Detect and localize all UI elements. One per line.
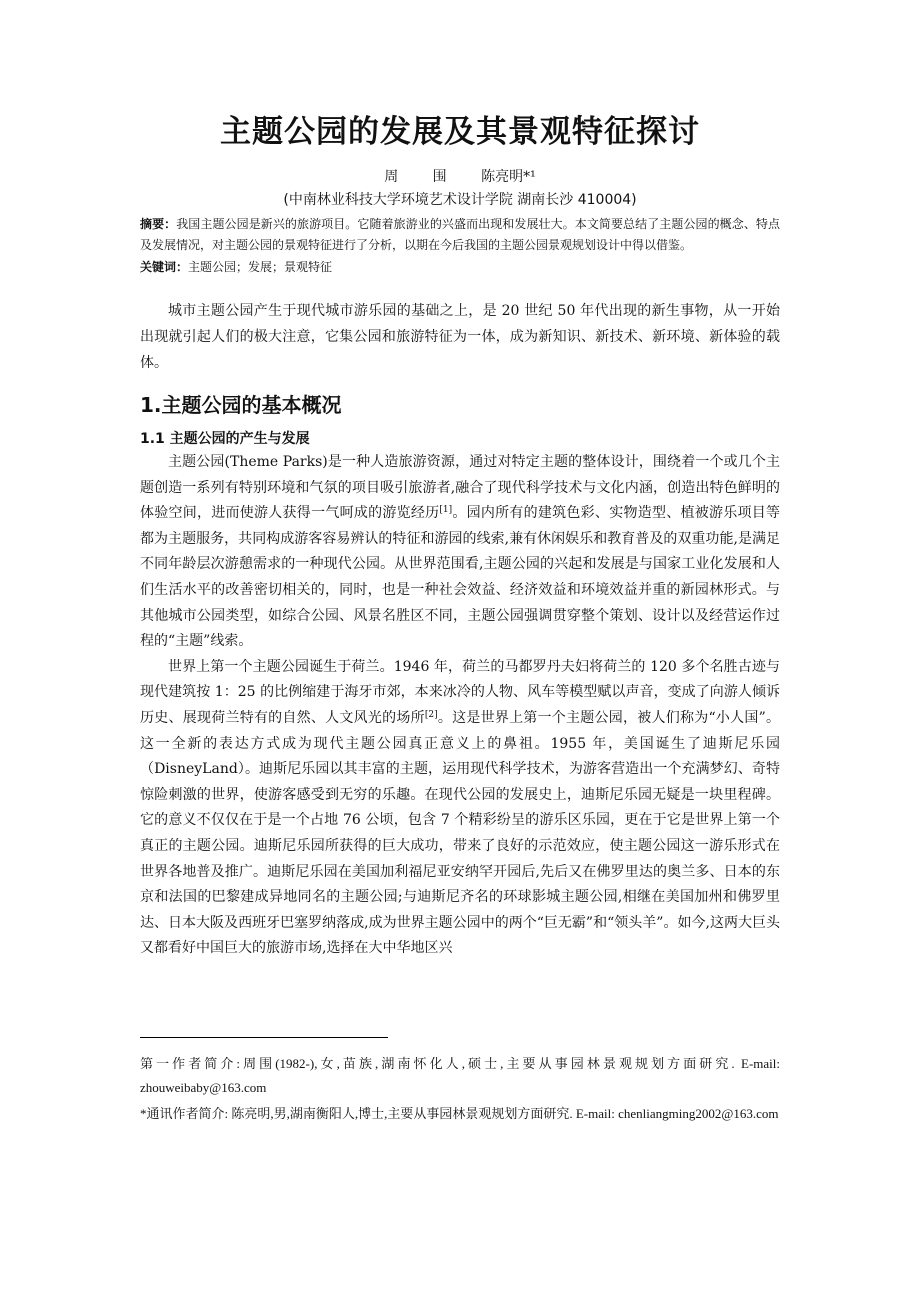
footnote-divider [140, 1037, 388, 1038]
citation-1: [1] [439, 505, 453, 516]
keywords [140, 257, 780, 278]
keywords-text: 主题公园；发展；景观特征 [188, 260, 333, 274]
footnote-first-author: 第一作者简介:周围(1982-),女,苗族,湖南怀化人,硕士,主要从事园林景观规划方面研究. E-mail: zhouweibaby@163.com [140, 1056, 780, 1095]
p2-text-b: 。这是世界上第一个主题公园，被人们称为“小人国”。这一全新的表达方式成为现代主题公园真正意义上的鼻祖。1955 年，美国诞生了迪斯尼乐园（DisneyLand）。迪斯尼乐园以其丰富的主题，运用现代科学技术，为游客营造出一个充满梦幻、奇特惊险刺激的世界，使游客感受到无穷的乐趣。在现代公园的发展史上，迪斯尼乐园无疑是一块里程碑。它的意义不仅仅在于是一个占地 76 公顷，包含 7 个精彩纷呈的游乐区乐园，更在于它是世界上第一个真正的主题公园。迪斯尼乐园所获得的巨大成功，带来了良好的示范效应，使主题公园这一游乐形式在世界各地普及推广。迪斯尼乐园在美国加利福尼亚安纳罕开园后,先后又在佛罗里达的奥兰多、日本的东京和法国的巴黎建成异地同名的主题公园;与迪斯尼齐名的环球影城主题公园,相继在美国加州和佛罗里达、日本大阪及西班牙巴塞罗纳落成,成为世界主题公园中的两个“巨无霸”和“领头羊”。如今,这两大巨头又都看好中国巨大的旅游市场,选择在大中华地区兴 [140, 709, 780, 957]
p1-text-b: 。园内所有的建筑色彩、实物造型、植被游乐项目等都为主题服务，共同构成游客容易辨认的特征和游园的线索,兼有休闲娱乐和教育普及的双重功能,是满足不同年龄层次游憩需求的一种现代公园。从世界范围看,主题公园的兴起和发展是与国家工业化发展和人们生活水平的改善密切相关的，同时，也是一种社会效益、经济效益和环境效益并重的新园林形式。与其他城市公园类型，如综合公园、风景名胜区不同，主题公园强调贯穿整个策划、设计以及经营运作过程的“主题”线索。 [140, 505, 781, 650]
paper-title: 主题公园的发展及其景观特征探讨 [220, 114, 700, 150]
footnotes [140, 1052, 780, 1128]
body-paragraph-1 [140, 450, 780, 655]
abstract-label: 摘要： [140, 217, 177, 231]
authors: 周 围 陈亮明*¹ [384, 169, 536, 185]
section-1-heading: 1.主题公园的基本概况 [140, 393, 342, 417]
abstract-text: 我国主题公园是新兴的旅游项目。它随着旅游业的兴盛而出现和发展壮大。本文简要总结了主题公园的概念、特点及发展情况，对主题公园的景观特征进行了分析，以期在今后我国的主题公园景观规划设计中得以借鉴。 [140, 217, 780, 252]
abstract [140, 214, 780, 256]
affiliation: (中南林业科技大学环境艺术设计学院 湖南长沙 410004) [283, 192, 637, 208]
p2-text-a: 世界上第一个主题公园诞生于荷兰。1946 年，荷兰的马都罗丹夫妇将荷兰的 120 多个名胜古迹与现代建筑按 1：25 的比例缩建于海牙市郊，本来冰冷的人物、风车等模型赋以声音，变成了向游人倾诉历史、展现荷兰特有的自然、人文风光的场所 [140, 658, 780, 726]
keywords-label: 关键词： [140, 260, 189, 274]
body-paragraph-2 [140, 655, 780, 962]
p1-text-a: 主题公园(Theme Parks)是一种人造旅游资源，通过对特定主题的整体设计，围绕着一个或几个主题创造一系列有特别环境和气氛的项目吸引旅游者,融合了现代科学技术与文化内涵，创造出特色鲜明的体验空间，进而使游人获得一气呵成的游览经历 [140, 454, 780, 522]
section-1-1-heading: 1.1 主题公园的产生与发展 [140, 431, 310, 447]
footnote-corresponding-author: *通讯作者简介: 陈亮明,男,湖南衡阳人,博士,主要从事园林景观规划方面研究. E-mail: chenliangming2002@163.com [140, 1106, 779, 1121]
citation-2: [2] [424, 709, 438, 720]
intro-paragraph: 城市主题公园产生于现代城市游乐园的基础之上，是 20 世纪 50 年代出现的新生事物，从一开始出现就引起人们的极大注意，它集公园和旅游特征为一体，成为新知识、新技术、新环境、新体验的载体。 [140, 303, 780, 371]
paper-page [140, 110, 780, 962]
